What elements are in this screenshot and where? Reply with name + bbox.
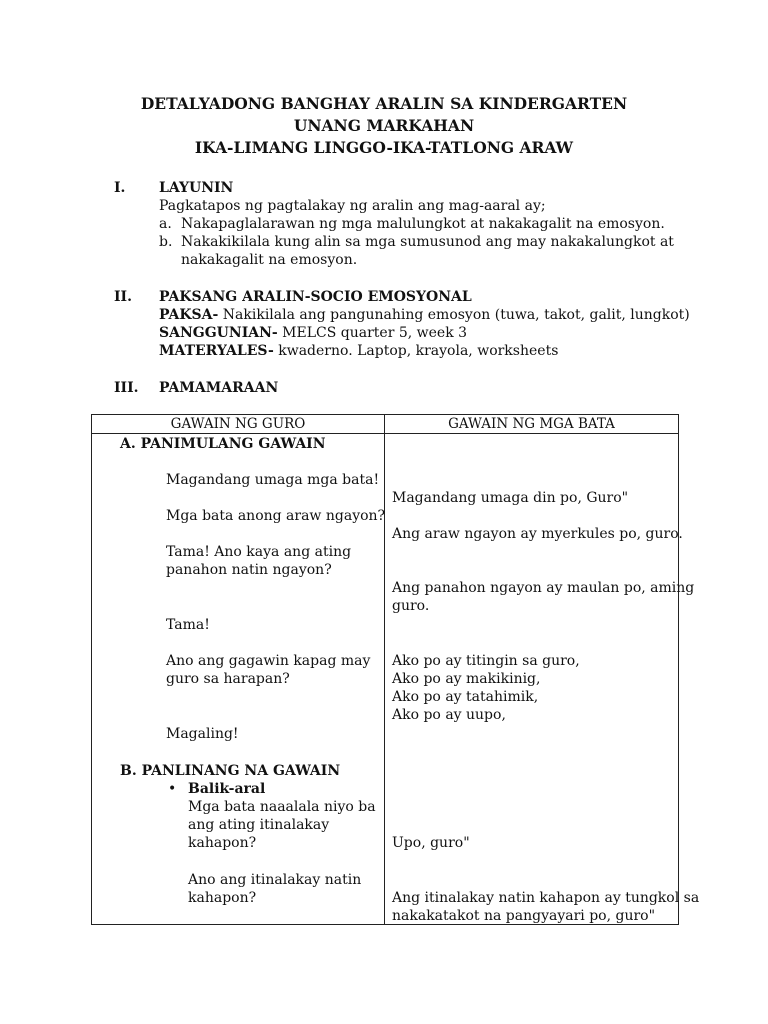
document-title-line3: IKA-LIMANG LINGGO-IKA-TATLONG ARAW (194, 138, 574, 157)
teacher-recall-line2: ang ating itinalakay (188, 817, 330, 833)
children-todo-answer-line1: Ako po ay titingin sa guro, (392, 653, 580, 669)
balik-aral-label: Balik-aral (188, 781, 266, 797)
teacher-column-header: GAWAIN NG GURO (92, 415, 385, 434)
section2-numeral: II. (114, 289, 132, 305)
paksa-label: PAKSA- (159, 307, 219, 323)
teacher-what-line1: Ano ang itinalakay natin (188, 872, 362, 888)
sanggunian-label: SANGGUNIAN- (159, 325, 278, 341)
document-title-line1: DETALYADONG BANGHAY ARALIN SA KINDERGARTEN (140, 94, 628, 113)
children-activities-cell (385, 434, 700, 925)
objective-b-text-line2: nakakagalit na emosyon. (181, 252, 358, 268)
children-todo-answer-line4: Ako po ay uupo, (392, 707, 506, 723)
teacher-recall-line1: Mga bata naaalala niyo ba (188, 799, 376, 815)
children-todo-answer-line2: Ako po ay makikinig, (392, 671, 541, 687)
part-b-heading: B. PANLINANG NA GAWAIN (120, 763, 341, 779)
objective-b-marker: b. (159, 234, 173, 250)
teacher-todo-question-line2: guro sa harapan? (166, 671, 290, 687)
teacher-tama: Tama! (166, 617, 210, 633)
teacher-weather-question-line1: Tama! Ano kaya ang ating (166, 544, 352, 560)
teacher-activities-cell (92, 434, 385, 925)
teacher-greeting: Magandang umaga mga bata! (166, 472, 380, 488)
section1-heading: LAYUNIN (159, 180, 234, 196)
objective-b-text-line1: Nakakikilala kung alin sa mga sumusunod ang may nakakalungkot at (181, 234, 674, 250)
section3-numeral: III. (114, 380, 139, 396)
bullet-icon: • (168, 781, 177, 797)
teacher-magaling: Magaling! (166, 726, 239, 742)
materyales-value: kwaderno. Laptop, krayola, worksheets (273, 343, 559, 359)
children-day-answer: Ang araw ngayon ay myerkules po, guro. (392, 526, 683, 542)
materyales-row (159, 342, 558, 360)
table-row (92, 434, 679, 925)
children-upo-answer: Upo, guro" (392, 835, 470, 851)
section2-heading: PAKSANG ARALIN-SOCIO EMOSYONAL (159, 289, 472, 305)
teacher-day-question: Mga bata anong araw ngayon? (166, 508, 386, 524)
children-weather-answer-line1: Ang panahon ngayon ay maulan po, aming (392, 580, 695, 596)
children-column-header: GAWAIN NG MGA BATA (385, 415, 679, 434)
paksa-row (159, 306, 690, 324)
children-todo-answer-line3: Ako po ay tatahimik, (392, 689, 539, 705)
table-header-row (92, 415, 679, 434)
teacher-recall-line3: kahapon? (188, 835, 257, 851)
children-topic-answer-line2: nakakatakot na pangyayari po, guro" (392, 908, 656, 924)
children-topic-answer-line1: Ang itinalakay natin kahapon ay tungkol sa (392, 890, 700, 906)
objective-a-text: Nakapaglalarawan ng mga malulungkot at nakakagalit na emosyon. (181, 216, 665, 232)
section3-heading: PAMAMARAAN (159, 380, 279, 396)
children-weather-answer-line2: guro. (392, 598, 430, 614)
activity-table (91, 414, 700, 925)
part-a-heading: A. PANIMULANG GAWAIN (120, 436, 326, 452)
sanggunian-value: MELCS quarter 5, week 3 (277, 325, 468, 341)
sanggunian-row (159, 324, 467, 342)
teacher-todo-question-line1: Ano ang gagawin kapag may (166, 653, 371, 669)
teacher-weather-question-line2: panahon natin ngayon? (166, 562, 332, 578)
teacher-what-line2: kahapon? (188, 890, 257, 906)
paksa-value: Nakikilala ang pangunahing emosyon (tuwa, takot, galit, lungkot) (218, 307, 690, 323)
objective-a-marker: a. (159, 216, 172, 232)
children-greeting: Magandang umaga din po, Guro" (392, 490, 629, 506)
section1-numeral: I. (114, 180, 126, 196)
document-title-line2: UNANG MARKAHAN (293, 116, 475, 135)
section1-intro: Pagkatapos ng pagtalakay ng aralin ang mag-aaral ay; (159, 198, 546, 214)
materyales-label: MATERYALES- (159, 343, 274, 359)
